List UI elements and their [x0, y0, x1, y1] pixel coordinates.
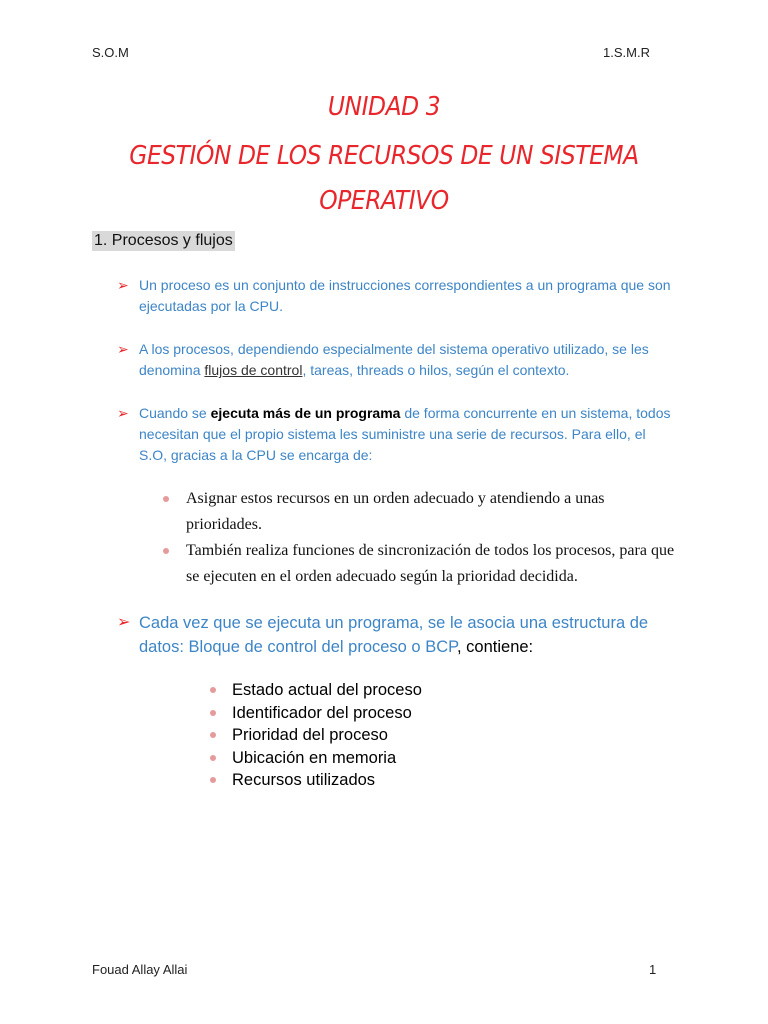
- text-segment: Cuando se: [139, 405, 211, 421]
- paragraph-text: Un proceso es un conjunto de instrucciones correspondientes a un programa que son ejecutadas por la CPU.: [139, 277, 671, 314]
- paragraph-text: [117, 403, 677, 466]
- bullet-dot-icon: [210, 755, 216, 761]
- text-segment: , contiene:: [457, 638, 534, 656]
- list-item-text: Estado actual del proceso: [232, 681, 422, 699]
- arrow-bullet-icon: ➢: [117, 405, 129, 421]
- paragraph-bcp: [117, 611, 677, 659]
- text-segment: de forma concurrente en un sistema, todos necesitan que el propio sistema les suministre una serie de recursos. Para ello, el S.O, gracias a la CPU se encarga de:: [139, 405, 671, 463]
- list-item-text: También realiza funciones de sincronización de todos los procesos, para que se ejecuten en el orden adecuado según la prioridad decidida.: [186, 542, 675, 585]
- header-left: S.O.M: [92, 45, 129, 60]
- paragraph-text: [117, 339, 677, 381]
- list-item-text: Identificador del proceso: [232, 703, 412, 722]
- header-right: 1.S.M.R: [603, 45, 650, 60]
- paragraph-text: [117, 611, 677, 659]
- bullet-dot-icon: [210, 732, 216, 738]
- underlined-term: flujos de control: [204, 362, 303, 378]
- list-item-text: Prioridad del proceso: [232, 726, 388, 744]
- paragraph-concurrency: [117, 403, 677, 466]
- section-heading: 1. Procesos y flujos: [94, 232, 233, 249]
- title-unit: UNIDAD 3: [327, 92, 441, 122]
- bcp-field-list: [207, 679, 422, 792]
- text-segment: A los procesos, dependiendo especialmente del sistema operativo utilizado, se les denomina: [139, 341, 649, 378]
- list-item: [207, 702, 422, 725]
- cpu-task-list: [160, 486, 680, 590]
- bullet-dot-icon: [163, 496, 169, 502]
- bold-term: ejecuta más de un programa: [210, 405, 401, 421]
- bullet-dot-icon: [210, 687, 216, 693]
- text-segment: , tareas, threads o hilos, según el contexto.: [302, 362, 570, 378]
- list-item-text: Ubicación en memoria: [232, 748, 397, 767]
- text-segment: Cada vez que se ejecuta un programa, se le asocia una estructura de datos: Bloque de control del proceso o BCP: [139, 614, 649, 656]
- arrow-bullet-icon: ➢: [117, 614, 131, 631]
- footer-author: Fouad Allay Allai: [92, 962, 188, 977]
- arrow-bullet-icon: ➢: [117, 341, 129, 357]
- list-item: [207, 679, 422, 702]
- list-item: [207, 747, 422, 770]
- list-item: [160, 486, 680, 538]
- arrow-bullet-icon: ➢: [117, 277, 129, 293]
- list-item: [207, 769, 422, 792]
- title-line-2: GESTIÓN DE LOS RECURSOS DE UN SISTEMA: [129, 141, 639, 171]
- list-item: [207, 724, 422, 747]
- paragraph-process-definition: [117, 275, 677, 317]
- paragraph-process-names: [117, 339, 677, 381]
- list-item-text: Asignar estos recursos en un orden adecuado y atendiendo a unas prioridades.: [186, 490, 605, 533]
- bullet-dot-icon: [163, 548, 169, 554]
- bullet-dot-icon: [210, 777, 216, 783]
- page-number: 1: [649, 962, 657, 977]
- title-line-3: OPERATIVO: [319, 186, 449, 216]
- list-item-text: Recursos utilizados: [232, 771, 376, 789]
- bullet-dot-icon: [210, 710, 216, 716]
- list-item: [160, 538, 680, 590]
